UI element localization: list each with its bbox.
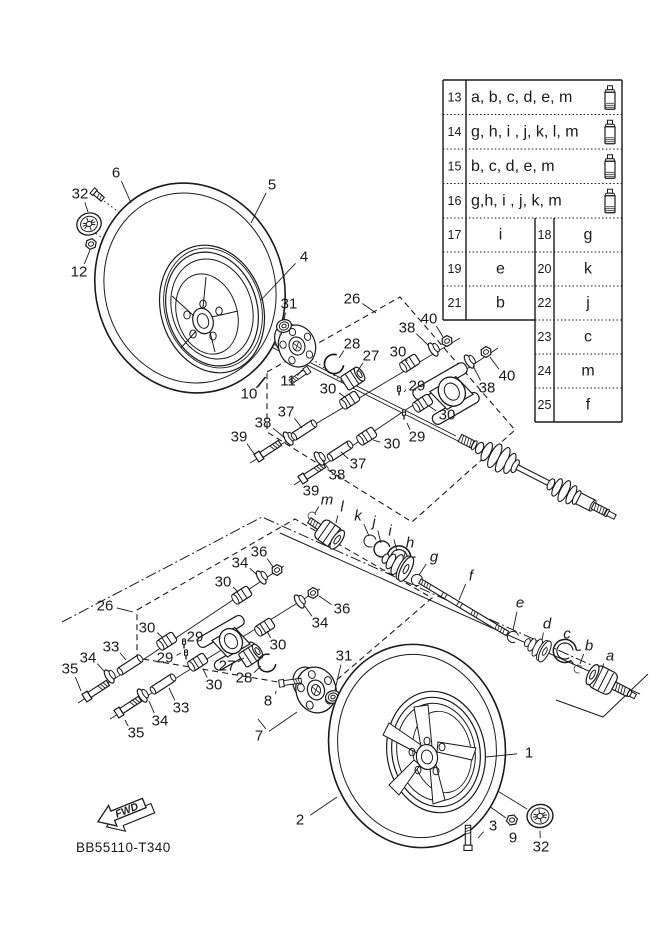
callout-leader-line <box>275 691 276 694</box>
callout-label: 30 <box>214 573 232 591</box>
callout-label: 30 <box>389 343 407 361</box>
table-row-number: 20 <box>537 262 552 276</box>
callout-label: 33 <box>172 699 190 717</box>
table-row-number: 22 <box>537 296 552 310</box>
callout-label: 34 <box>79 649 97 667</box>
table-row-letter: b <box>496 294 505 312</box>
drawing-part-code: BB55110-T340 <box>76 840 171 855</box>
table-row-letter: j <box>586 294 590 312</box>
grease-tube-icon <box>605 155 615 179</box>
table-row-letter: e <box>496 260 505 278</box>
callout-label: j <box>372 513 376 531</box>
callout-label: 5 <box>267 176 277 194</box>
table-row-number: 14 <box>447 124 462 139</box>
fwd-label: FWD <box>113 800 141 821</box>
callout-label: 39 <box>302 482 320 500</box>
callout-label: 29 <box>408 428 426 446</box>
callout-label: 3 <box>488 817 498 835</box>
table-row-letter: i <box>498 226 503 244</box>
callout-label: 2 <box>295 811 305 829</box>
callout-label: e <box>515 594 525 612</box>
callout-label: 27 <box>218 657 236 675</box>
table-row-number: 19 <box>447 262 462 276</box>
callout-label: 28 <box>235 669 253 687</box>
table-row-number: 18 <box>537 228 552 242</box>
callout-label: c <box>563 625 571 643</box>
table-row-letters: g, h, i , j, k, l, m <box>471 123 579 141</box>
callout-leader-line <box>406 358 407 361</box>
callout-label: 39 <box>230 428 248 446</box>
grease-tube-icon <box>605 189 615 213</box>
table-row-number: 25 <box>537 398 552 412</box>
callout-label: 10 <box>240 385 258 403</box>
callout-label: b <box>584 637 594 655</box>
callout-label: 35 <box>61 660 79 678</box>
callout-label: 36 <box>250 543 268 561</box>
table-row-number: 21 <box>447 296 462 310</box>
callout-label: 40 <box>420 310 438 328</box>
table-row-letter: g <box>583 226 593 244</box>
callout-label: 34 <box>151 712 169 730</box>
table-row-letters: a, b, c, d, e, m <box>471 88 573 106</box>
table-row-letter: k <box>584 260 592 278</box>
callout-label: k <box>354 507 362 525</box>
table-row-number: 15 <box>447 159 462 174</box>
callout-label: 29 <box>156 649 174 667</box>
callout-label: 37 <box>349 455 367 473</box>
callout-label: 36 <box>333 600 351 618</box>
callout-label: 30 <box>205 676 223 694</box>
callout-label: d <box>542 615 552 633</box>
callout-label: 28 <box>343 335 361 353</box>
callout-label: 31 <box>335 647 353 665</box>
callout-label: 4 <box>299 248 309 266</box>
callout-label: l <box>340 498 344 516</box>
table-row-letter: f <box>585 396 591 414</box>
callout-label: 33 <box>102 638 120 656</box>
callout-label: 26 <box>96 597 114 615</box>
grease-tube-icon <box>605 120 615 144</box>
callout-label: 11 <box>280 372 296 390</box>
callout-label: m <box>320 491 334 509</box>
callout-label: 34 <box>231 554 249 572</box>
table-row-number: 13 <box>447 90 462 105</box>
callout-label: 6 <box>111 164 121 182</box>
table-row-number: 24 <box>537 364 552 378</box>
table-row-letters: g,h, i , j, k, m <box>471 192 562 210</box>
callout-label: 27 <box>362 347 380 365</box>
callout-label: 32 <box>532 838 550 856</box>
callout-label: 37 <box>277 403 295 421</box>
callout-label: 26 <box>343 290 361 308</box>
callout-label: 38 <box>254 414 272 432</box>
table-row-number: 17 <box>447 228 462 242</box>
callout-label: 38 <box>328 466 346 484</box>
callout-label: 34 <box>311 614 329 632</box>
grease-tube-icon <box>605 86 615 110</box>
callout-label: i <box>388 522 392 540</box>
callout-label: 30 <box>383 435 401 453</box>
callout-label: 12 <box>70 263 88 281</box>
callout-label: 30 <box>269 636 287 654</box>
table-row-number: 16 <box>447 193 462 208</box>
callout-label: f <box>468 567 474 585</box>
callout-label: g <box>429 548 439 566</box>
valve-bolt-3 <box>464 825 472 850</box>
table-row-letter: c <box>584 328 592 346</box>
table-row-number: 23 <box>537 330 552 344</box>
callout-label: 9 <box>508 829 518 847</box>
callout-label: 31 <box>280 295 298 313</box>
table-row-letters: b, c, d, e, m <box>471 157 555 175</box>
callout-label: 30 <box>138 619 156 637</box>
table-row-letter: m <box>581 362 595 380</box>
callout-label: 1 <box>524 744 534 762</box>
callout-label: 30 <box>438 406 456 424</box>
callout-label: 8 <box>263 692 273 710</box>
callout-label: 35 <box>127 724 145 742</box>
callout-label: 38 <box>478 379 496 397</box>
callout-label: 29 <box>186 628 204 646</box>
callout-label: 30 <box>319 380 337 398</box>
callout-label: 32 <box>71 185 89 203</box>
callout-label: 7 <box>254 727 264 745</box>
callout-label: h <box>405 534 415 552</box>
callout-label: a <box>605 647 615 665</box>
callout-label: 29 <box>408 377 426 395</box>
callout-label: 40 <box>498 367 516 385</box>
callout-label: 38 <box>398 319 416 337</box>
